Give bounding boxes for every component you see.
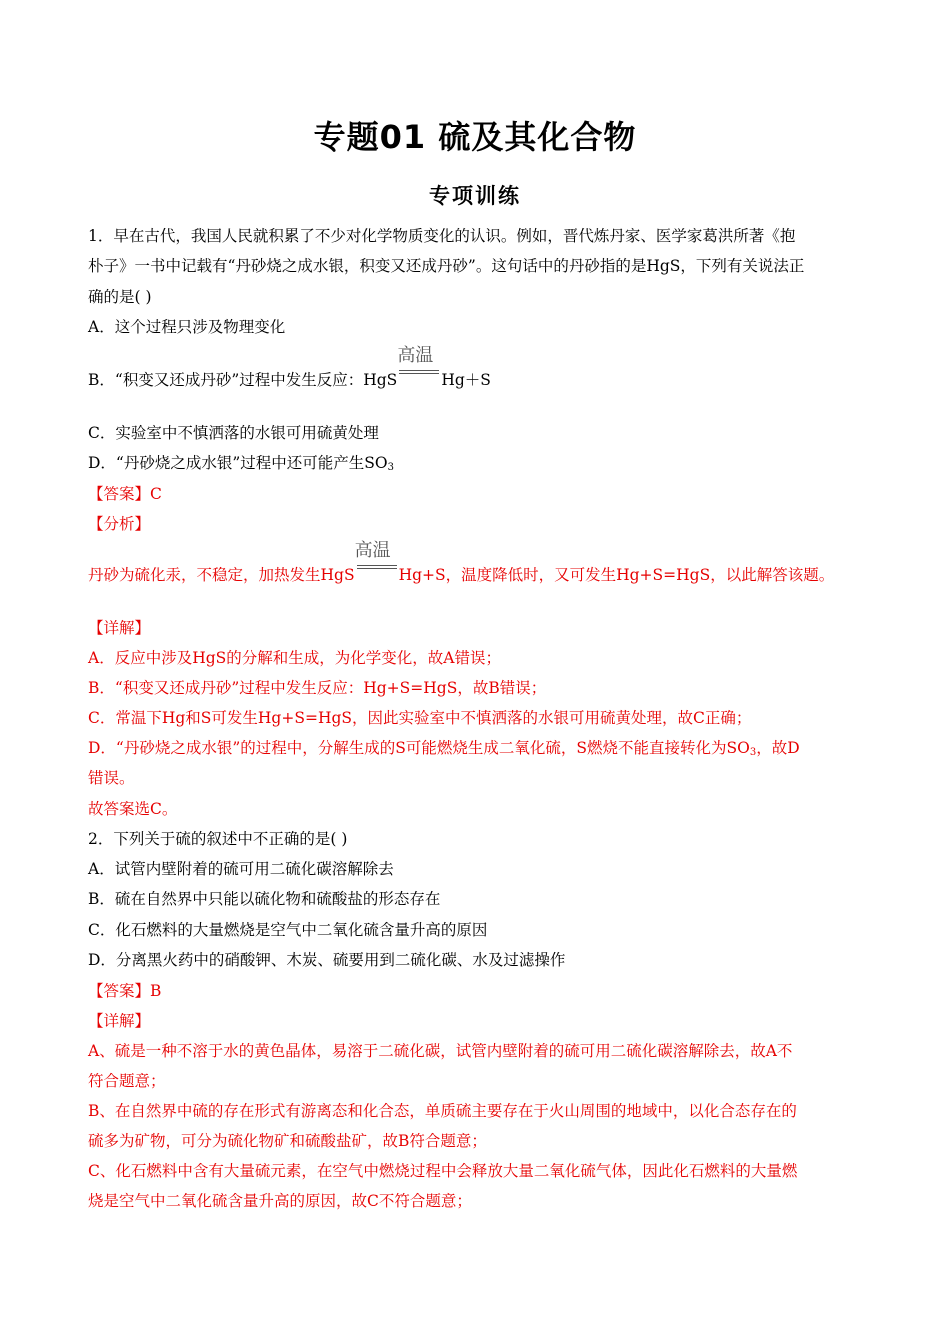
q1-stem-line-3: 确的是( ) xyxy=(88,288,152,306)
q2-detail-c-line-2: 烧是空气中二氧化硫含量升高的原因，故C不符合题意； xyxy=(88,1192,472,1210)
reaction-condition: 高温 xyxy=(354,540,391,561)
reaction-arrow xyxy=(354,540,397,585)
answer-value: C xyxy=(150,485,162,503)
q1-answer xyxy=(88,484,162,504)
q2-detail-tag: 【详解】 xyxy=(88,1012,151,1030)
q1-detail-d-line-2: 错误。 xyxy=(88,769,135,787)
document-title: 专题01 硫及其化合物 xyxy=(313,118,637,156)
section-subtitle: 专项训练 xyxy=(429,184,521,208)
q1-analysis xyxy=(88,540,835,585)
q2-option-d: D．分离黑火药中的硝酸钾、木炭、硫要用到二硫化碳、水及过滤操作 xyxy=(88,951,566,969)
subscript: 3 xyxy=(749,747,757,758)
q2-detail-a-line-1: A、硫是一种不溶于水的黄色晶体，易溶于二硫化碳，试管内壁附着的硫可用二硫化碳溶解除去，故A不 xyxy=(88,1042,793,1060)
q1-option-d-text: D．“丹砂烧之成水银”过程中还可能产生SO xyxy=(88,454,388,472)
q1-option-a: A．这个过程只涉及物理变化 xyxy=(88,318,286,336)
answer-tag: 【答案】 xyxy=(88,485,151,503)
q1-detail-b: B．“积变又还成丹砂”过程中发生反应：Hg+S=HgS，故B错误； xyxy=(88,679,547,697)
q1-conclusion: 故答案选C。 xyxy=(88,800,178,818)
q1-detail-d-text: D．“丹砂烧之成水银”的过程中，分解生成的S可能燃烧生成二氧化硫，S燃烧不能直接转化为SO xyxy=(88,739,750,757)
subscript: 3 xyxy=(387,462,394,473)
q2-option-b: B．硫在自然界中只能以硫化物和硫酸盐的形态存在 xyxy=(88,890,441,908)
q2-option-c: C．化石燃料的大量燃烧是空气中二氧化硫含量升高的原因 xyxy=(88,921,488,939)
q2-stem: 2．下列关于硫的叙述中不正确的是( ) xyxy=(88,830,348,848)
q1-option-b xyxy=(88,345,491,390)
q1-detail-d xyxy=(88,738,800,758)
q2-detail-c-line-1: C、化石燃料中含有大量硫元素，在空气中燃烧过程中会释放大量二氧化硫气体，因此化石燃料的大量燃 xyxy=(88,1162,798,1180)
q1-option-b-products: Hg＋S xyxy=(441,371,491,389)
q2-detail-b-line-2: 硫多为矿物，可分为硫化物矿和硫酸盐矿，故B符合题意； xyxy=(88,1132,487,1150)
q1-option-d xyxy=(88,453,394,473)
q1-analysis-tag: 【分析】 xyxy=(88,515,151,533)
q2-answer xyxy=(88,981,161,1001)
q2-detail-a-line-2: 符合题意； xyxy=(88,1072,166,1090)
answer-tag: 【答案】 xyxy=(88,982,151,1000)
q1-stem-line-1: 1．早在古代，我国人民就积累了不少对化学物质变化的认识。例如，晋代炼丹家、医学家葛洪所著《抱 xyxy=(88,227,796,245)
reaction-arrow xyxy=(397,345,439,390)
q1-stem-line-2: 朴子》一书中记载有“丹砂烧之成水银，积变又还成丹砂”。这句话中的丹砂指的是HgS，下列有关说法正 xyxy=(88,257,805,275)
q2-option-a: A．试管内壁附着的硫可用二硫化碳溶解除去 xyxy=(88,860,394,878)
q1-option-c: C．实验室中不慎洒落的水银可用硫黄处理 xyxy=(88,424,379,442)
q1-detail-c: C．常温下Hg和S可发生Hg+S=HgS，因此实验室中不慎洒落的水银可用硫黄处理，故C正确； xyxy=(88,709,752,727)
q1-option-b-text: B．“积变又还成丹砂”过程中发生反应：HgS xyxy=(88,371,398,389)
q1-analysis-rest: Hg+S，温度降低时，又可发生Hg+S=HgS，以此解答该题。 xyxy=(398,566,835,584)
q1-analysis-text: 丹砂为硫化汞，不稳定，加热发生HgS xyxy=(88,566,355,584)
answer-value: B xyxy=(150,982,162,1000)
q1-detail-tag: 【详解】 xyxy=(88,619,151,637)
reaction-condition: 高温 xyxy=(397,345,434,366)
q2-detail-b-line-1: B、在自然界中硫的存在形式有游离态和化合态，单质硫主要存在于火山周围的地域中，以化合态存在的 xyxy=(88,1102,797,1120)
q1-detail-a: A．反应中涉及HgS的分解和生成，为化学变化，故A错误； xyxy=(88,649,501,667)
q1-detail-d-tail: ，故D xyxy=(756,739,800,757)
